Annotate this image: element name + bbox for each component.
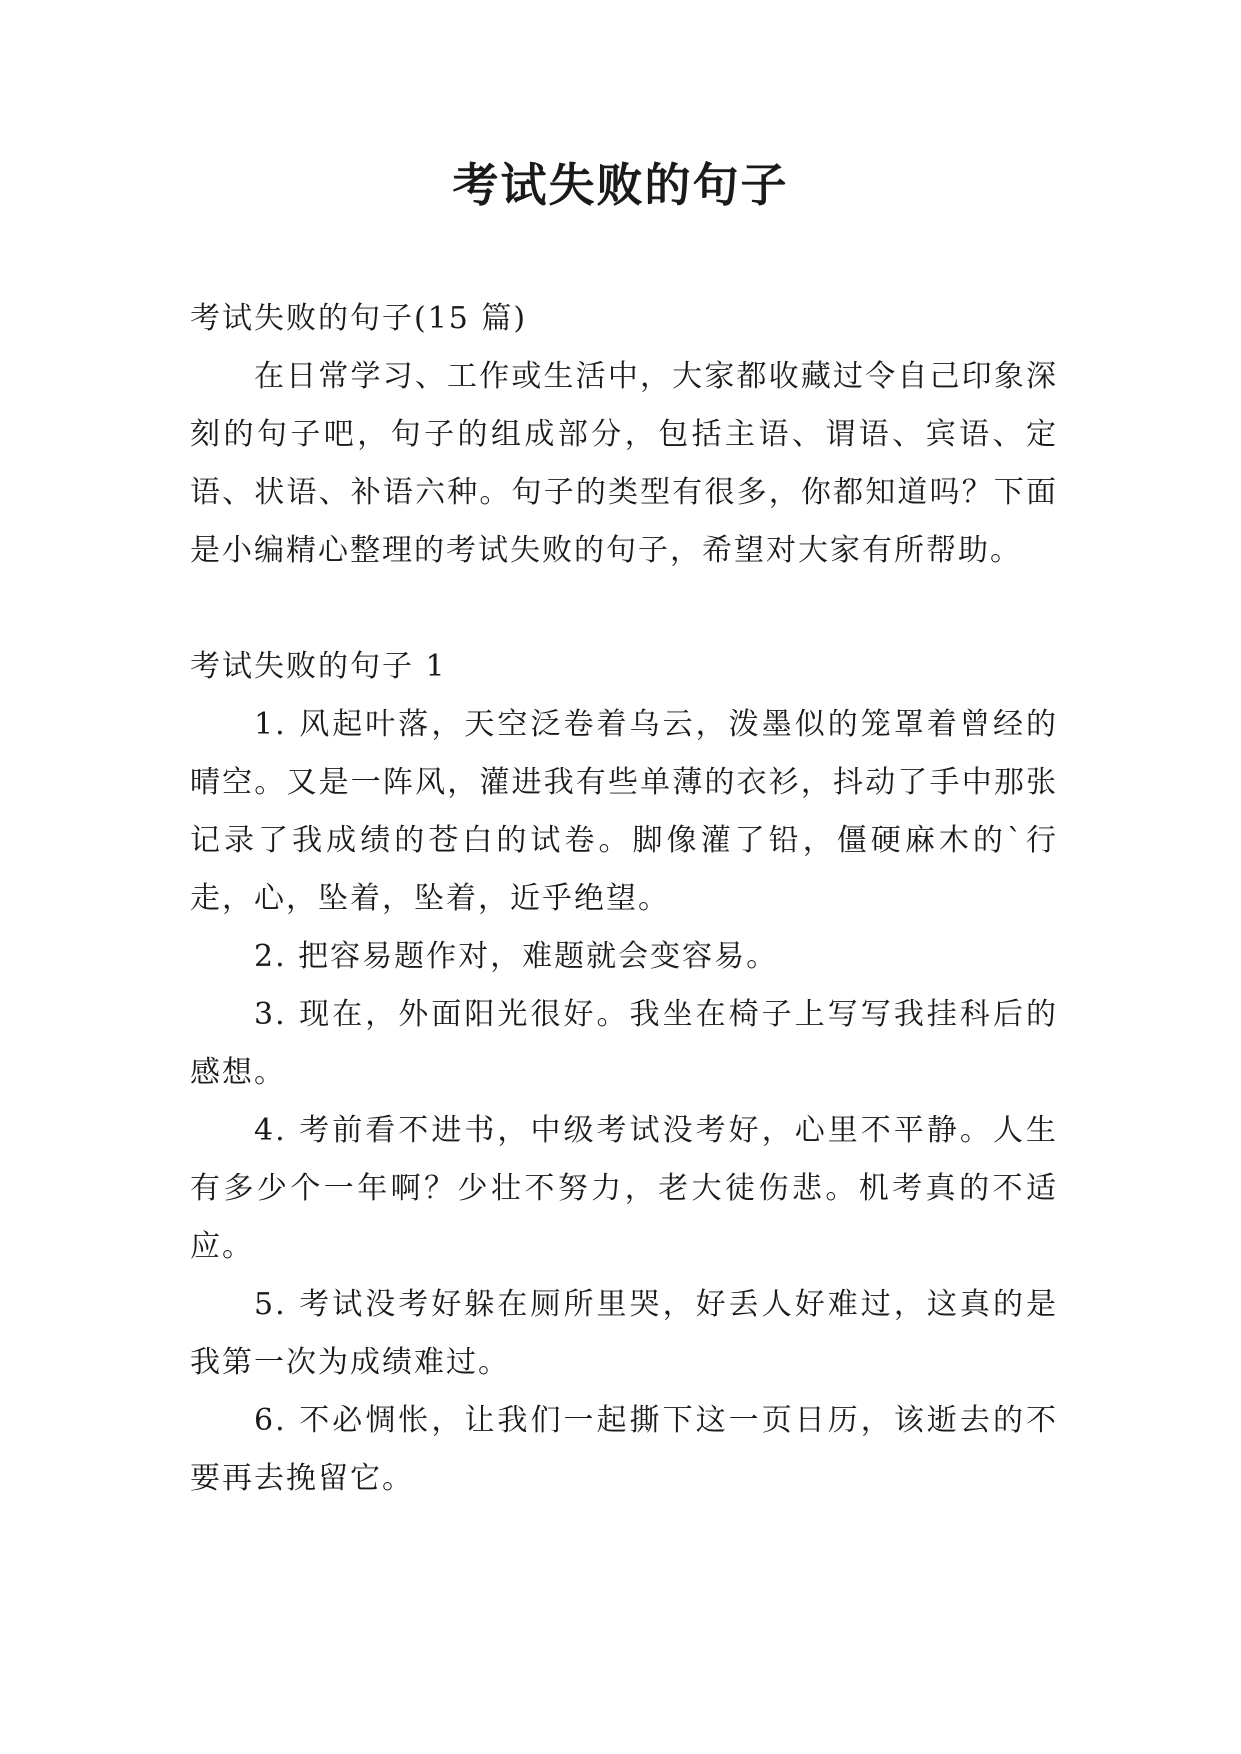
document-subtitle: 考试失败的句子(15 篇) — [190, 301, 528, 336]
list-item: 5. 考试没考好躲在厕所里哭，好丢人好难过，这真的是我第一次为成绩难过。 — [190, 1287, 1058, 1380]
list-item: 4. 考前看不进书，中级考试没考好，心里不平静。人生有多少个一年啊？少壮不努力，老大徒伤悲。机考真的不适应。 — [190, 1113, 1058, 1264]
list-item: 3. 现在，外面阳光很好。我坐在椅子上写写我挂科后的感想。 — [190, 997, 1058, 1090]
list-item: 1. 风起叶落，天空泛卷着乌云，泼墨似的笼罩着曾经的晴空。又是一阵风，灌进我有些单薄的衣衫，抖动了手中那张记录了我成绩的苍白的试卷。脚像灌了铅，僵硬麻木的`行走，心，坠着，坠着，近乎绝望。 — [190, 707, 1058, 916]
list-item: 6. 不必惆怅，让我们一起撕下这一页日历，该逝去的不要再去挽留它。 — [190, 1403, 1058, 1496]
section-heading: 考试失败的句子 1 — [190, 649, 447, 684]
list-item: 2. 把容易题作对，难题就会变容易。 — [254, 939, 779, 974]
intro-paragraph: 在日常学习、工作或生活中，大家都收藏过令自己印象深刻的句子吧，句子的组成部分，包括主语、谓语、宾语、定语、状语、补语六种。句子的类型有很多，你都知道吗？下面是小编精心整理的考试失败的句子，希望对大家有所帮助。 — [190, 359, 1058, 568]
document-title: 考试失败的句子 — [452, 158, 789, 212]
document-body — [190, 290, 1058, 1508]
paragraph-spacer — [190, 580, 1058, 638]
